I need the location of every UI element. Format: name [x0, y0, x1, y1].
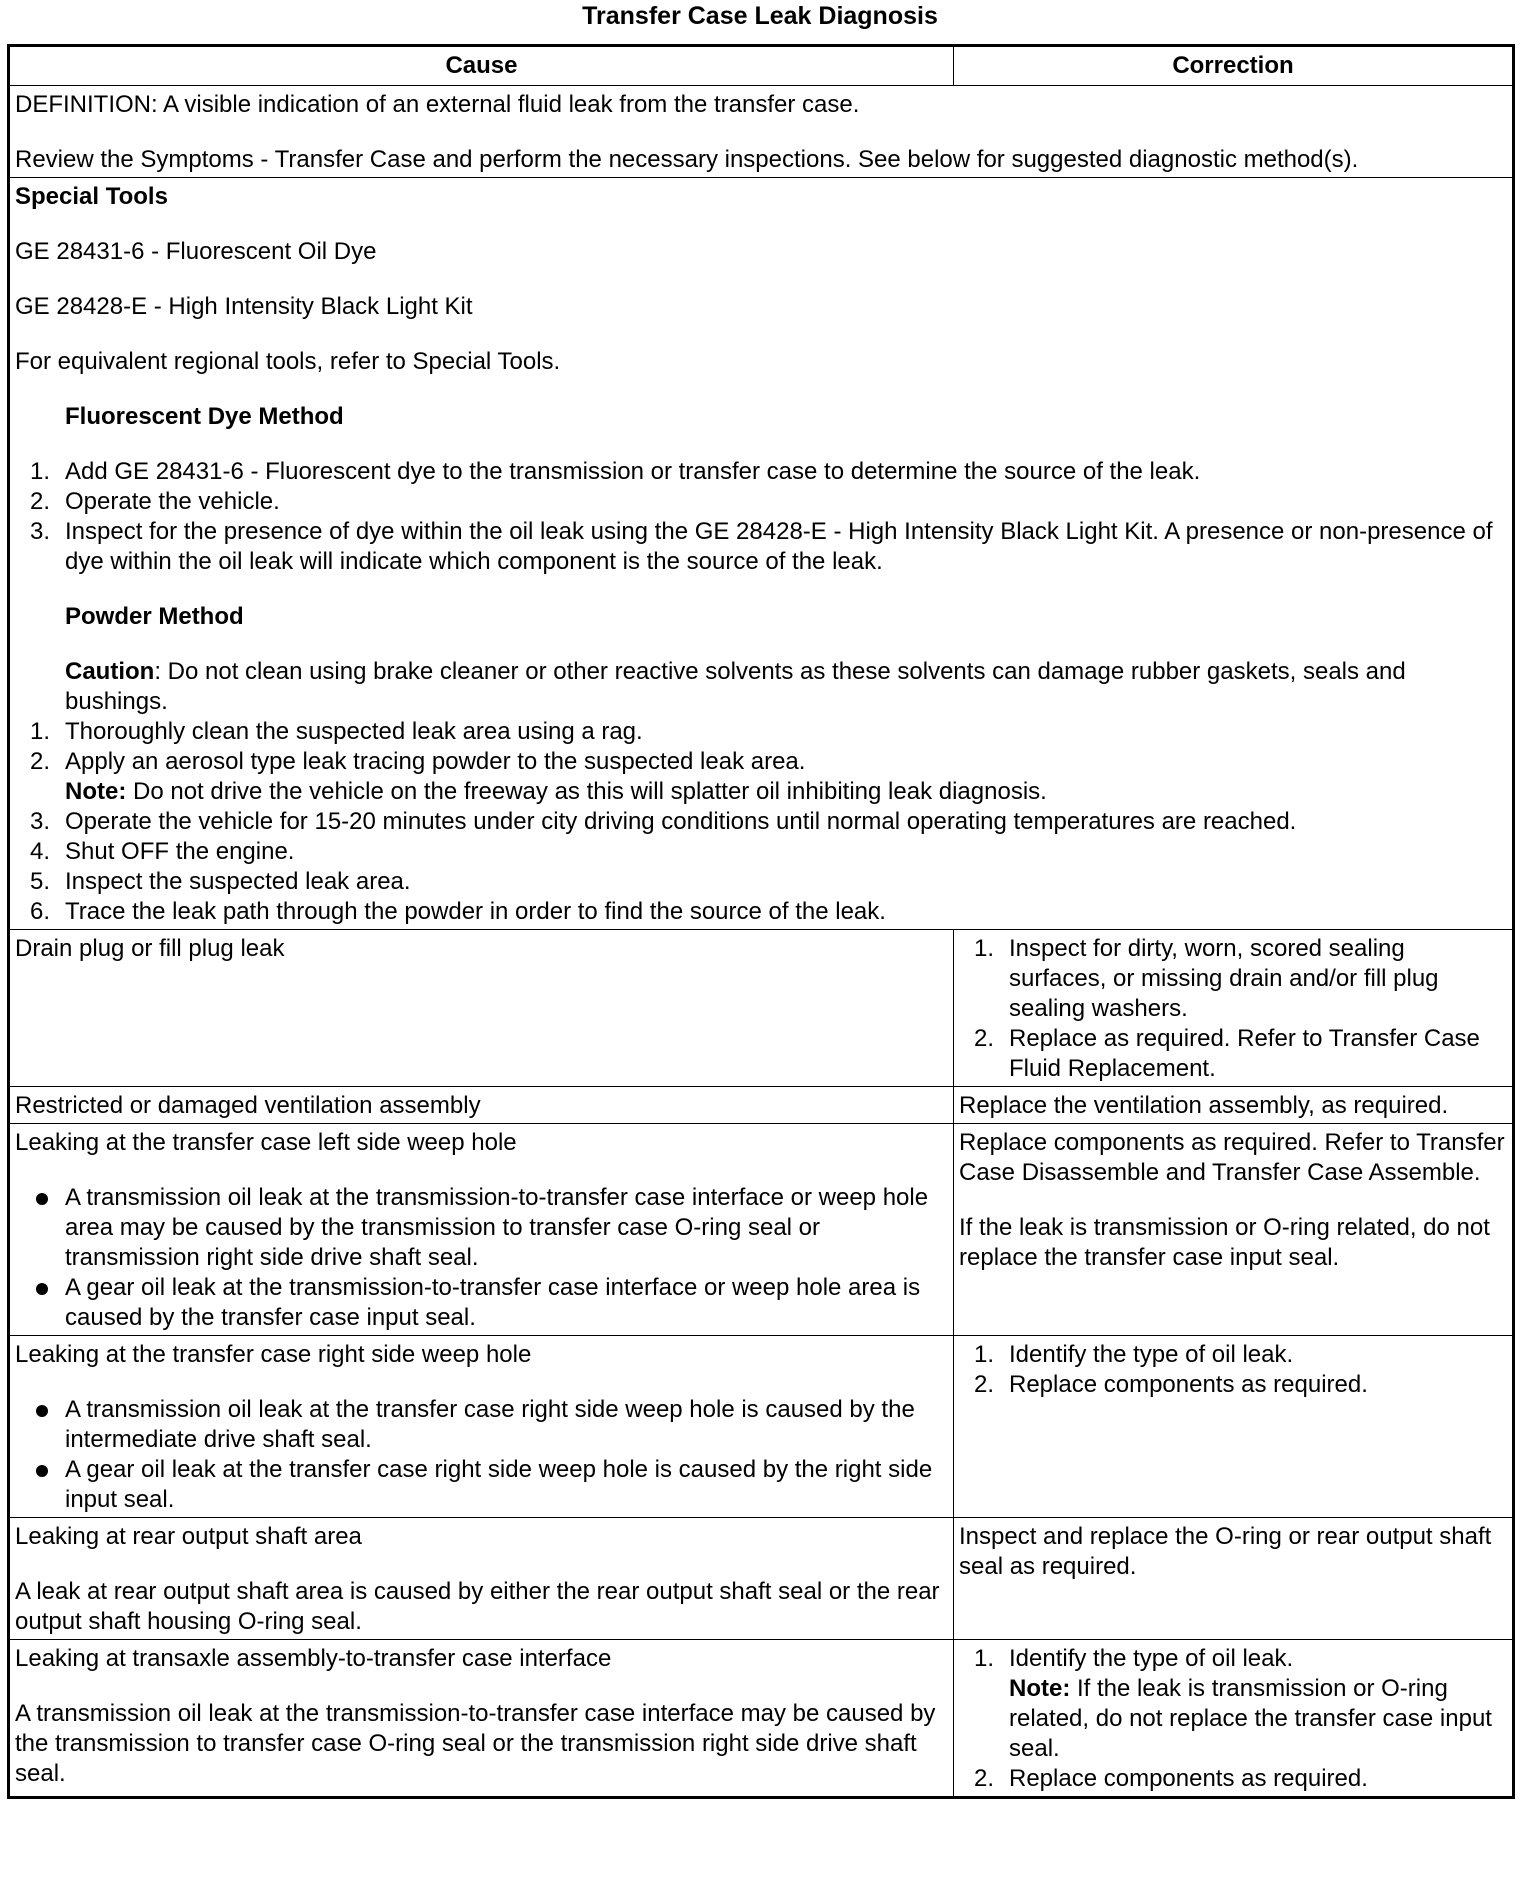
review-text: Review the Symptoms - Transfer Case and perform the necessary inspections. See below for suggested diagnostic method(s). [15, 146, 1359, 173]
cause-bullets [15, 1395, 949, 1515]
list-item: 1. Identify the type of oil leak. [974, 1341, 1294, 1368]
table-row [9, 1336, 1514, 1518]
correction-cell [954, 930, 1514, 1087]
special-tools-heading: Special Tools [15, 183, 168, 210]
list-item: 3. Operate the vehicle for 15-20 minutes under city driving conditions until normal operating temperatures are reached. [30, 808, 1297, 835]
cause-bullets [15, 1183, 949, 1333]
cause-cell [9, 1518, 954, 1640]
cause-cell [9, 1336, 954, 1518]
table-row [9, 930, 1514, 1087]
correction-text: Replace components as required. Refer to Transfer Case Disassemble and Transfer Case Assemble. [959, 1129, 1505, 1186]
list-item: 1. Add GE 28431-6 - Fluorescent dye to the transmission or transfer case to determine the source of the leak. [30, 458, 1201, 485]
table-row [9, 1087, 1514, 1124]
tool-item: GE 28431-6 - Fluorescent Oil Dye [15, 238, 377, 265]
correction-cell [954, 1640, 1514, 1798]
cause-cell [9, 1640, 954, 1798]
correction-cell [954, 1336, 1514, 1518]
list-item: 4. Shut OFF the engine. [30, 838, 295, 865]
regional-tools-text: For equivalent regional tools, refer to Special Tools. [15, 348, 561, 375]
cause-title: Leaking at the transfer case left side weep hole [15, 1129, 517, 1156]
correction-steps [959, 1644, 1508, 1794]
cause-title: Leaking at rear output shaft area [15, 1523, 362, 1550]
list-item: 2. Replace components as required. [974, 1371, 1368, 1398]
bullet-icon [36, 1283, 48, 1295]
special-tools-row [9, 178, 1514, 930]
correction-steps [959, 1340, 1508, 1400]
document-title: Transfer Case Leak Diagnosis [582, 2, 938, 30]
correction-steps [959, 934, 1508, 1084]
cause-detail: A leak at rear output shaft area is caused by either the rear output shaft seal or the rear output shaft housing O-ring seal. [15, 1578, 940, 1635]
cause-detail: A transmission oil leak at the transmission-to-transfer case interface may be caused by the transmission to transfer case O-ring seal or the transmission right side drive shaft seal. [15, 1700, 936, 1787]
cause-title: Leaking at transaxle assembly-to-transfer case interface [15, 1645, 612, 1672]
powder-method-steps [15, 717, 1508, 927]
special-tools-cell [9, 178, 1514, 930]
cause-header: Cause [9, 46, 954, 86]
list-item: 3. Inspect for the presence of dye within the oil leak using the GE 28428-E - High Intensity Black Light Kit. A presence or non-presence of dye within the oil leak will indicate which component is the source of the leak. [30, 518, 1493, 575]
list-item: 1. Thoroughly clean the suspected leak area using a rag. [30, 718, 643, 745]
list-item: 2. Replace as required. Refer to Transfer Case Fluid Replacement. [974, 1025, 1480, 1082]
list-item: 2. Replace components as required. [974, 1765, 1368, 1792]
correction-cell: Replace the ventilation assembly, as required. [954, 1087, 1514, 1124]
correction-cell: Inspect and replace the O-ring or rear output shaft seal as required. [954, 1518, 1514, 1640]
dye-method-heading: Fluorescent Dye Method [65, 403, 344, 430]
list-item: 2. Operate the vehicle. [30, 488, 280, 515]
table-row [9, 1518, 1514, 1640]
list-item: 1. Identify the type of oil leak. Note: If the leak is transmission or O-ring related, do not replace the transfer case input seal. [959, 1644, 1508, 1764]
powder-method-heading: Powder Method [65, 603, 244, 630]
bullet-icon [36, 1193, 48, 1205]
bullet-icon [36, 1405, 48, 1417]
table-row [9, 1640, 1514, 1798]
correction-cell [954, 1124, 1514, 1336]
list-item: A gear oil leak at the transfer case right side weep hole is caused by the right side input seal. [15, 1455, 949, 1515]
correction-header: Correction [954, 46, 1514, 86]
list-item: 6. Trace the leak path through the powder in order to find the source of the leak. [30, 898, 886, 925]
cause-cell: Drain plug or fill plug leak [9, 930, 954, 1087]
note-text: Note: If the leak is transmission or O-ring related, do not replace the transfer case input seal. [1009, 1675, 1492, 1762]
correction-text: If the leak is transmission or O-ring related, do not replace the transfer case input seal. [959, 1214, 1490, 1271]
list-item: 5. Inspect the suspected leak area. [30, 868, 411, 895]
diagnosis-table [7, 44, 1515, 1799]
list-item: 1. Inspect for dirty, worn, scored sealing surfaces, or missing drain and/or fill plug sealing washers. [974, 935, 1439, 1022]
tool-item: GE 28428-E - High Intensity Black Light Kit [15, 293, 473, 320]
bullet-icon [36, 1465, 48, 1477]
cause-cell [9, 1124, 954, 1336]
table-row [9, 1124, 1514, 1336]
list-item: 2. Apply an aerosol type leak tracing powder to the suspected leak area. Note: Do not drive the vehicle on the freeway as this will splatter oil inhibiting leak diagnosis. [15, 747, 1508, 807]
cause-cell: Restricted or damaged ventilation assembly [9, 1087, 954, 1124]
list-item: A transmission oil leak at the transfer case right side weep hole is caused by the intermediate drive shaft seal. [15, 1395, 949, 1455]
note-text: Note: Do not drive the vehicle on the freeway as this will splatter oil inhibiting leak diagnosis. [65, 778, 1047, 805]
header-row [9, 46, 1514, 86]
definition-row [9, 86, 1514, 178]
caution-text: Caution: Do not clean using brake cleaner or other reactive solvents as these solvents can damage rubber gaskets, seals and bushings. [65, 658, 1406, 715]
definition-text: DEFINITION: A visible indication of an external fluid leak from the transfer case. [15, 91, 860, 118]
definition-cell [9, 86, 1514, 178]
list-item: A gear oil leak at the transmission-to-transfer case interface or weep hole area is caused by the transfer case input seal. [15, 1273, 949, 1333]
cause-title: Leaking at the transfer case right side weep hole [15, 1341, 532, 1368]
list-item: A transmission oil leak at the transmission-to-transfer case interface or weep hole area may be caused by the transmission to transfer case O-ring seal or transmission right side drive shaft seal. [15, 1183, 949, 1273]
dye-method-steps [15, 457, 1508, 577]
